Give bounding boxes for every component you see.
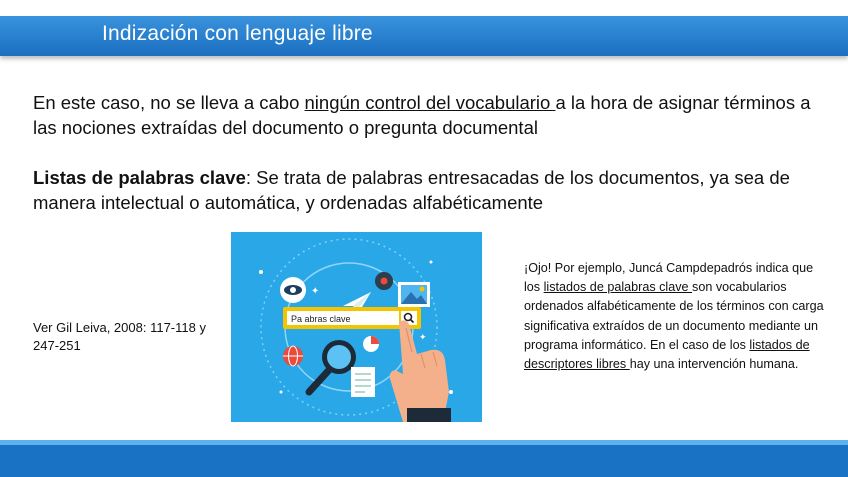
vocabulary-control-link[interactable]: ningún control del vocabulario — [304, 92, 556, 113]
bottom-accent-line — [0, 440, 848, 445]
reference-citation: Ver Gil Leiva, 2008: 117-118 y 247-251 — [33, 320, 206, 353]
note-text-2: son vocabularios ordenados alfabéticamente de los términos con carga significativa extraídos de un documento mediante un programa informático. En el caso de los — [524, 280, 824, 352]
magnifier-icon — [309, 340, 356, 392]
keyword-lists-definition: : Se trata de palabras entresacadas de los documentos, ya sea de manera intelectual o automática, y ordenadas alfabéticamente — [33, 167, 790, 213]
slide-title: Indización con lenguaje libre — [102, 22, 373, 45]
globe-icon — [283, 346, 303, 366]
image-icon — [398, 282, 430, 307]
keywords-illustration — [231, 232, 482, 422]
paragraph-intro — [33, 90, 833, 140]
note-paragraph — [524, 259, 824, 374]
pie-chart-icon — [363, 336, 379, 352]
note-text-3: hay una intervención humana. — [629, 357, 799, 372]
gear-icon — [375, 272, 393, 290]
svg-text:✦: ✦ — [311, 286, 320, 297]
note-text-1: ¡Ojo! Por ejemplo, Juncá Campdepadrós indica que los — [524, 261, 814, 295]
paragraph-keyword-lists — [33, 165, 833, 215]
intro-text: En este caso, no se lleva a cabo — [33, 92, 305, 113]
bottom-bar — [0, 440, 848, 477]
title-bar — [0, 16, 848, 56]
document-icon — [351, 367, 375, 397]
svg-text:✦: ✦ — [419, 333, 427, 343]
intro-text-end: a la hora de asignar términos a las nociones extraídas del documento o pregunta documental — [33, 92, 811, 138]
free-descriptors-link[interactable]: listados de descriptores libres — [524, 337, 810, 372]
keyword-lists-link[interactable]: listados de palabras clave — [543, 280, 693, 295]
keyword-lists-term: Listas de palabras clave — [33, 167, 246, 188]
search-text: Pa abras clave — [291, 314, 351, 324]
eye-icon — [280, 277, 306, 303]
